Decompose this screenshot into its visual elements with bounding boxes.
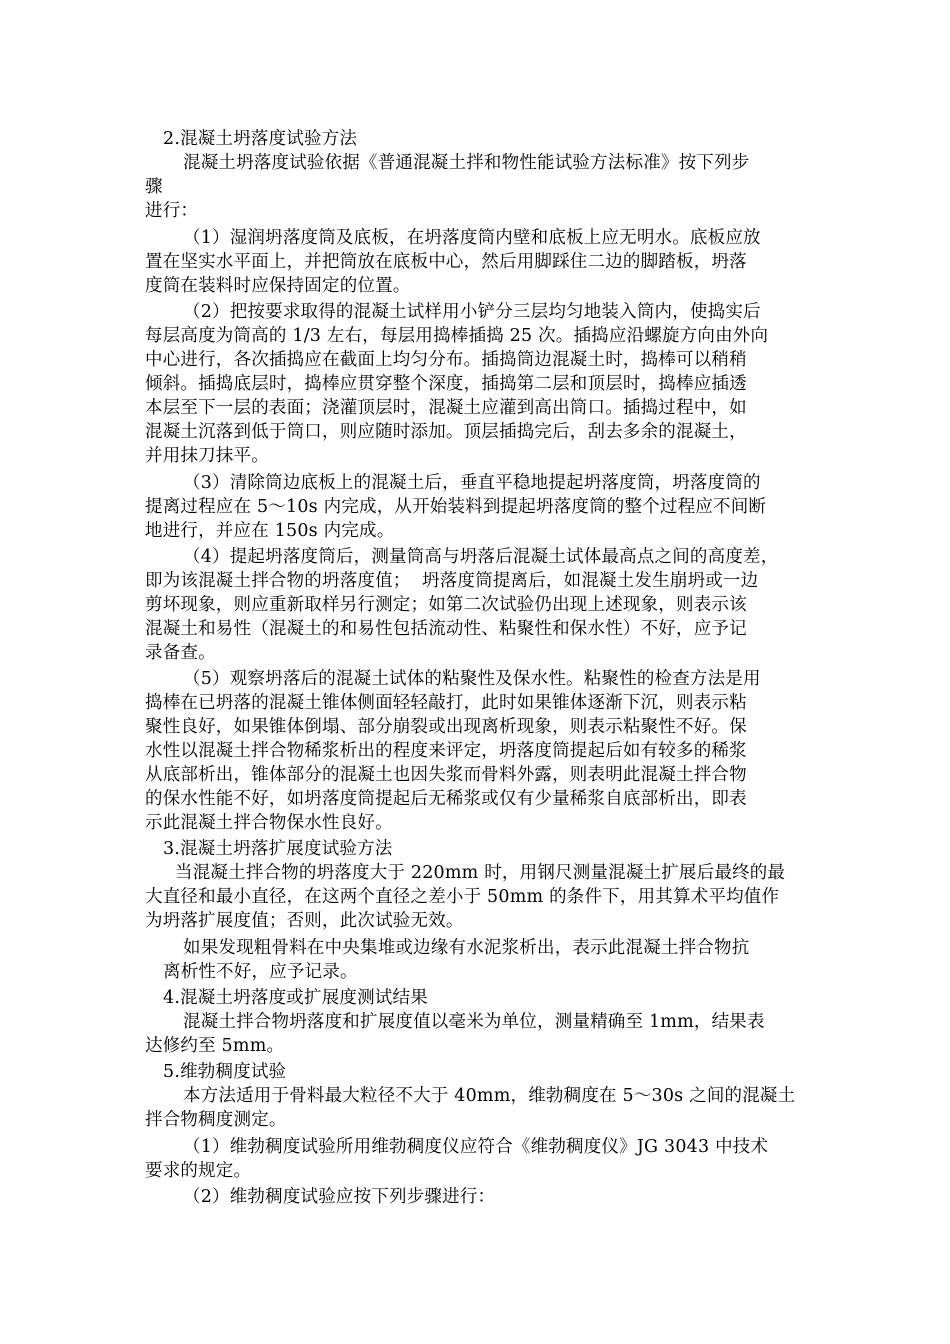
paragraph-line: （1）维勃稠度试验所用维勃稠度仪应符合《维勃稠度仪》JG 3043 中技术 [183, 1137, 769, 1157]
step-3-line: 地进行，并应在 150s 内完成。 [145, 521, 395, 541]
step-2-line: 每层高度为筒高的 1/3 左右，每层用捣棒插捣 25 次。插捣应沿螺旋方向由外向 [145, 326, 769, 346]
paragraph-line: 本方法适用于骨料最大粒径不大于 40mm，维勃稠度在 5～30s 之间的混凝土 [183, 1086, 796, 1106]
paragraph-line: 骤 [145, 177, 163, 197]
paragraph-line: 混凝土坍落度试验依据《普通混凝土拌和物性能试验方法标准》按下列步 [183, 153, 750, 173]
step-4-line: 录备查。 [145, 643, 216, 663]
step-5-line: 捣棒在已坍落的混凝土锥体侧面轻轻敲打，此时如果锥体逐渐下沉，则表示粘 [145, 693, 747, 713]
heading-slump-flow-test-method: 3.混凝土坍落扩展度试验方法 [163, 839, 393, 859]
paragraph-line: 达修约至 5mm。 [145, 1036, 285, 1056]
step-1-line: 置在坚实水平面上，并把筒放在底板中心，然后用脚踩住二边的脚踏板，坍落 [145, 252, 747, 272]
heading-vebe-test: 5.维勃稠度试验 [163, 1062, 287, 1082]
paragraph-line: （2）维勃稠度试验应按下列步骤进行： [183, 1187, 496, 1207]
step-2-line: 并用抹刀抹平。 [145, 446, 269, 466]
paragraph-line: 当混凝土拌合物的坍落度大于 220mm 时，用钢尺测量混凝土扩展后最终的最 [175, 863, 786, 883]
step-2-line: 混凝土沉落到低于筒口，则应随时添加。顶层插捣完后，刮去多余的混凝土， [145, 422, 747, 442]
paragraph-line: 进行： [145, 201, 199, 221]
heading-slump-test-method: 2.混凝土坍落度试验方法 [163, 129, 358, 149]
step-5-line: （5）观察坍落后的混凝土试体的粘聚性及保水性。粘聚性的检查方法是用 [183, 669, 761, 689]
step-1-line: （1）湿润坍落度筒及底板，在坍落度筒内壁和底板上应无明水。底板应放 [183, 228, 761, 248]
paragraph-line: 混凝土拌合物坍落度和扩展度值以毫米为单位，测量精确至 1mm，结果表 [183, 1012, 765, 1032]
step-5-line: 从底部析出，锥体部分的混凝土也因失浆而骨料外露，则表明此混凝土拌合物 [145, 765, 747, 785]
heading-test-results: 4.混凝土坍落度或扩展度测试结果 [163, 988, 428, 1008]
step-4-line: 混凝土和易性（混凝土的和易性包括流动性、粘聚性和保水性）不好，应予记 [145, 619, 747, 639]
paragraph-line: 为坍落扩展度值；否则，此次试验无效。 [145, 911, 464, 931]
step-3-line: 提离过程应在 5～10s 内完成，从开始装料到提起坍落度筒的整个过程应不间断 [145, 497, 767, 517]
paragraph-line: 如果发现粗骨料在中央集堆或边缘有水泥浆析出，表示此混凝土拌合物抗 [183, 938, 750, 958]
step-2-line: 倾斜。插捣底层时，捣棒应贯穿整个深度，插捣第二层和顶层时，捣棒应插透 [145, 374, 747, 394]
step-3-line: （3）清除筒边底板上的混凝土后，垂直平稳地提起坍落度筒，坍落度筒的 [183, 473, 761, 493]
paragraph-line: 要求的规定。 [145, 1161, 252, 1181]
step-4-line: 剪坏现象，则应重新取样另行测定；如第二次试验仍出现上述现象，则表示该 [145, 595, 747, 615]
step-2-line: 中心进行，各次插捣应在截面上均匀分布。插捣筒边混凝土时，捣棒可以稍稍 [145, 350, 747, 370]
paragraph-line: 拌合物稠度测定。 [145, 1110, 287, 1130]
step-5-line: 示此混凝土拌合物保水性良好。 [145, 813, 393, 833]
step-1-line: 度筒在装料时应保持固定的位置。 [145, 276, 411, 296]
step-2-line: （2）把按要求取得的混凝土试样用小铲分三层均匀地装入筒内，使捣实后 [183, 302, 761, 322]
paragraph-line: 大直径和最小直径，在这两个直径之差小于 50mm 的条件下，用其算术平均值作 [145, 887, 780, 907]
step-4-line: 即为该混凝土拌合物的坍落度值； 坍落度筒提离后，如混凝土发生崩坍或一边 [145, 571, 759, 591]
step-5-line: 聚性良好，如果锥体倒塌、部分崩裂或出现离析现象，则表示粘聚性不好。保 [145, 717, 747, 737]
step-4-line: （4）提起坍落度筒后，测量筒高与坍落后混凝土试体最高点之间的高度差， [183, 547, 779, 567]
paragraph-line: 离析性不好，应予记录。 [163, 962, 358, 982]
step-5-line: 的保水性能不好，如坍落度筒提起后无稀浆或仅有少量稀浆自底部析出，即表 [145, 789, 747, 809]
step-5-line: 水性以混凝土拌合物稀浆析出的程度来评定，坍落度筒提起后如有较多的稀浆 [145, 741, 747, 761]
step-2-line: 本层至下一层的表面；浇灌顶层时，混凝土应灌到高出筒口。插捣过程中，如 [145, 398, 747, 418]
